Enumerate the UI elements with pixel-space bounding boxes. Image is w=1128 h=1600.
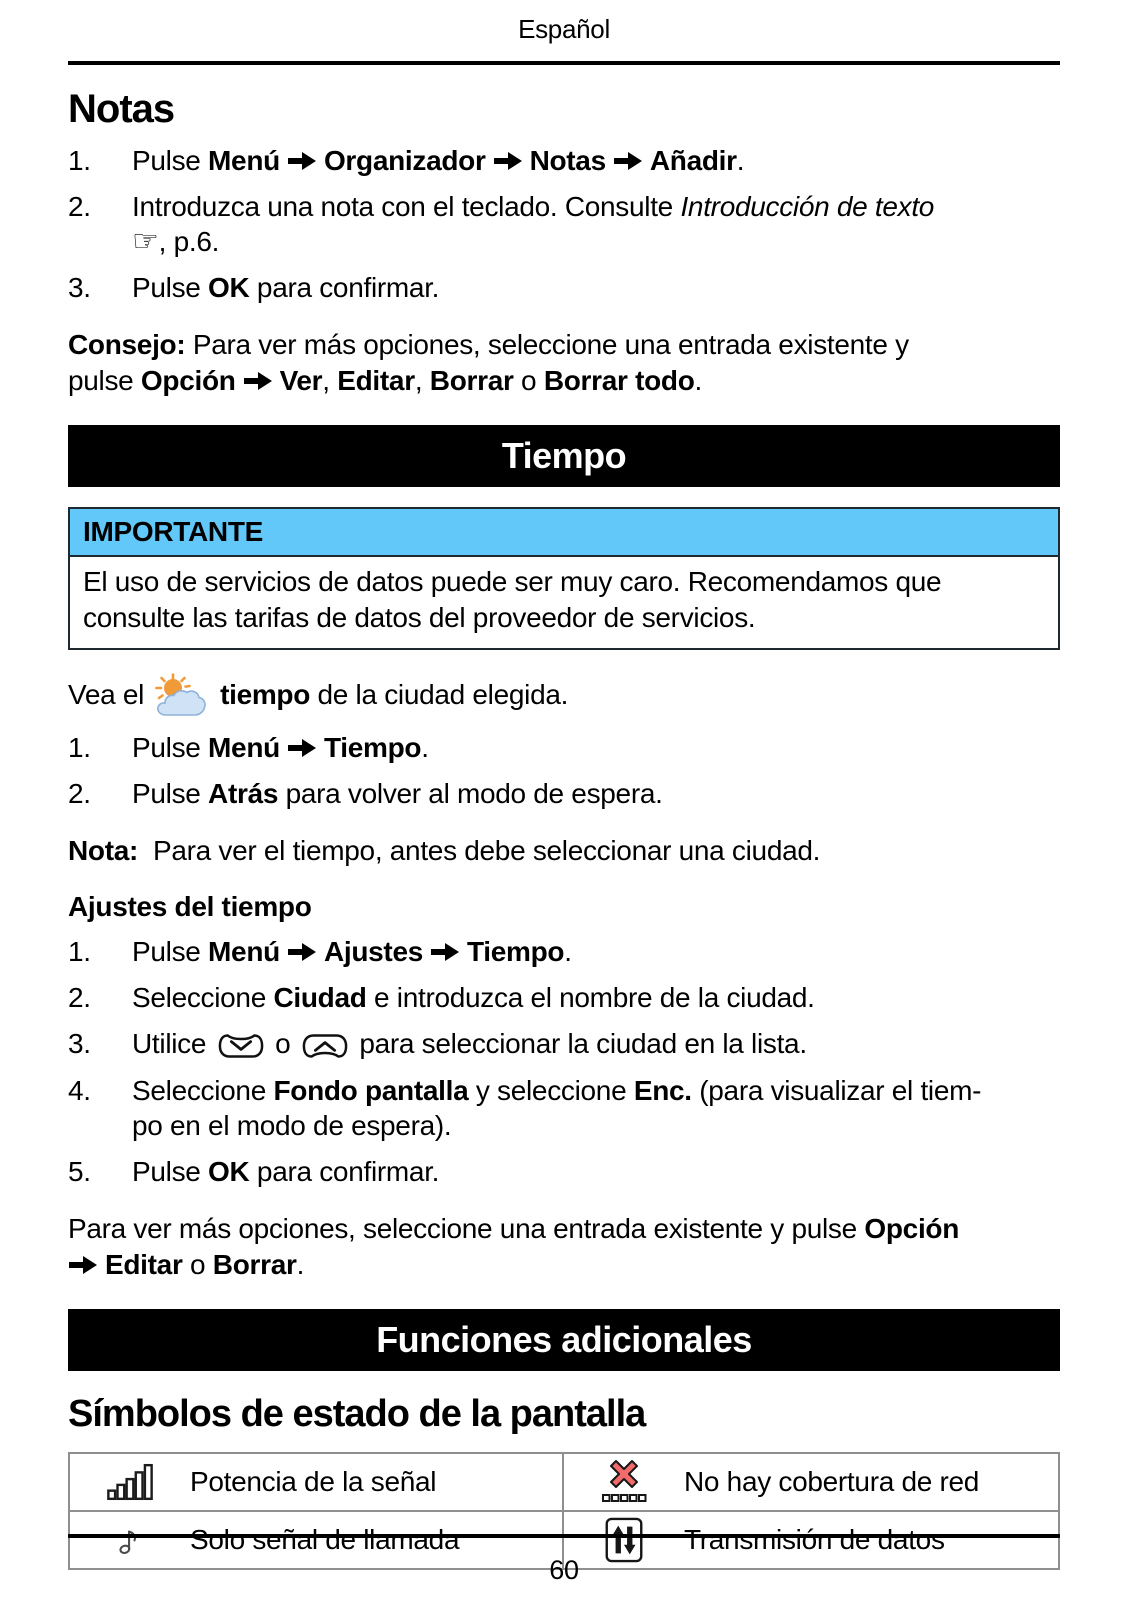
step-text bbox=[132, 1026, 1060, 1062]
step-text bbox=[132, 980, 1060, 1015]
tip-label: Consejo: bbox=[68, 329, 186, 360]
key-label: Atrás bbox=[208, 778, 279, 809]
step-text bbox=[132, 1073, 1060, 1143]
step-text-segment: Pulse bbox=[132, 936, 209, 967]
menu-label: Ciudad bbox=[273, 982, 367, 1013]
notas-step-3 bbox=[68, 270, 1060, 305]
no-network-icon bbox=[564, 1459, 684, 1505]
ajustes-step-4 bbox=[68, 1073, 1060, 1143]
note-label: Nota: bbox=[68, 835, 139, 866]
header-rule bbox=[68, 61, 1060, 65]
step-text-segment: Pulse bbox=[132, 145, 209, 176]
menu-arrow-icon bbox=[287, 150, 317, 172]
menu-arrow-icon bbox=[430, 941, 460, 963]
step-text-segment: o bbox=[267, 1028, 298, 1059]
step-text-segment: para confirmar. bbox=[249, 272, 440, 303]
tip-text-segment: , bbox=[414, 365, 430, 396]
step-text-segment: Utilice bbox=[132, 1028, 214, 1059]
para-text-segment: Para ver más opciones, seleccione una entrada existente y pulse bbox=[68, 1213, 865, 1244]
intro-text-segment: Vea el bbox=[68, 679, 145, 710]
ajustes-step-3 bbox=[68, 1026, 1060, 1062]
tip-text-segment: pulse bbox=[68, 365, 141, 396]
menu-label: Ajustes bbox=[323, 936, 423, 967]
step-number: 2. bbox=[68, 191, 91, 222]
step-text-segment: para seleccionar la ciudad en la lista. bbox=[351, 1028, 807, 1059]
menu-label: Editar bbox=[105, 1249, 183, 1280]
tip-text-segment: Para ver más opciones, seleccione una entrada existente y bbox=[185, 329, 909, 360]
nav-up-key-icon bbox=[302, 1030, 348, 1062]
note-text: Para ver el tiempo, antes debe seleccionar una ciudad. bbox=[138, 835, 821, 866]
weather-intro-line bbox=[68, 672, 1060, 719]
step-number: 2. bbox=[68, 982, 91, 1013]
step-text-segment: . bbox=[736, 145, 745, 176]
menu-arrow-icon bbox=[613, 150, 643, 172]
status-symbols-table bbox=[68, 1452, 1060, 1570]
reference-hand-icon: ☞ bbox=[132, 225, 159, 258]
step-text-segment: Pulse bbox=[132, 272, 209, 303]
menu-label: Editar bbox=[337, 365, 415, 396]
section-banner-funciones: Funciones adicionales bbox=[68, 1309, 1060, 1371]
step-text bbox=[132, 730, 1060, 765]
para-text-segment: o bbox=[182, 1249, 213, 1280]
table-cell-signal bbox=[70, 1454, 564, 1512]
page-number: 60 bbox=[549, 1555, 579, 1585]
ajustes-step-1 bbox=[68, 934, 1060, 969]
ajustes-step-5 bbox=[68, 1154, 1060, 1189]
menu-label: Tiempo bbox=[323, 732, 422, 763]
notas-step-1 bbox=[68, 143, 1060, 178]
intro-text-segment: de la ciudad elegida. bbox=[310, 679, 569, 710]
subsection-title-ajustes: Ajustes del tiempo bbox=[68, 891, 312, 922]
important-body-line: El uso de servicios de datos puede ser muy caro. Recomendamos que bbox=[83, 566, 942, 597]
menu-label: Opción bbox=[864, 1213, 960, 1244]
step-text-segment: Pulse bbox=[132, 778, 209, 809]
signal-strength-icon bbox=[70, 1461, 190, 1503]
menu-arrow-icon bbox=[287, 941, 317, 963]
step-text-segment: Pulse bbox=[132, 1156, 209, 1187]
step-text-segment: . bbox=[564, 936, 572, 967]
notas-step-2 bbox=[68, 189, 1060, 259]
menu-label: Menú bbox=[208, 936, 280, 967]
symbol-label: Potencia de la señal bbox=[190, 1466, 437, 1497]
symbol-label: No hay cobertura de red bbox=[684, 1466, 980, 1497]
key-label: OK bbox=[208, 272, 250, 303]
step-number: 2. bbox=[68, 778, 91, 809]
important-box bbox=[68, 507, 1060, 650]
step-number: 3. bbox=[68, 1028, 91, 1059]
menu-label: Tiempo bbox=[466, 936, 565, 967]
menu-arrow-icon bbox=[68, 1254, 98, 1276]
tip-text-segment: o bbox=[513, 365, 544, 396]
step-text-segment: Pulse bbox=[132, 732, 209, 763]
menu-label: Menú bbox=[208, 732, 280, 763]
para-text-segment: . bbox=[296, 1249, 305, 1280]
step-text-segment: Introduzca una nota con el teclado. Consulte bbox=[132, 191, 681, 222]
weather-icon bbox=[152, 673, 214, 719]
step-number: 5. bbox=[68, 1156, 91, 1187]
step-text-segment: e introduzca el nombre de la ciudad. bbox=[366, 982, 815, 1013]
menu-label: Fondo pantalla bbox=[273, 1075, 469, 1106]
important-body-line: consulte las tarifas de datos del proveedor de servicios. bbox=[83, 602, 756, 633]
step-text-segment: para volver al modo de espera. bbox=[278, 778, 663, 809]
menu-label: Notas bbox=[529, 145, 606, 176]
tip-text-segment: , bbox=[322, 365, 338, 396]
menu-label: Opción bbox=[140, 365, 236, 396]
ringtone-only-icon bbox=[70, 1524, 190, 1556]
nav-down-key-icon bbox=[218, 1030, 264, 1062]
key-label: OK bbox=[208, 1156, 250, 1187]
menu-label: Ver bbox=[279, 365, 323, 396]
menu-arrow-icon bbox=[493, 150, 523, 172]
tip-text-segment: . bbox=[694, 365, 702, 396]
step-text bbox=[132, 1154, 1060, 1189]
step-text bbox=[132, 189, 1060, 259]
step-text-segment: po en el modo de espera). bbox=[132, 1110, 452, 1141]
menu-label: Añadir bbox=[649, 145, 737, 176]
step-number: 1. bbox=[68, 145, 91, 176]
menu-label: Borrar bbox=[212, 1249, 297, 1280]
note-paragraph bbox=[68, 833, 1060, 869]
step-text-segment: Seleccione bbox=[132, 982, 274, 1013]
intro-bold-word: tiempo bbox=[220, 679, 311, 710]
step-text-segment: para confirmar. bbox=[249, 1156, 440, 1187]
language-header: Español bbox=[518, 14, 610, 44]
menu-label: Menú bbox=[208, 145, 280, 176]
symbol-label: Solo señal de llamada bbox=[190, 1524, 460, 1555]
ajustes-step-2 bbox=[68, 980, 1060, 1015]
important-box-body bbox=[70, 557, 1058, 648]
step-text-segment: . bbox=[421, 732, 429, 763]
step-text bbox=[132, 776, 1060, 811]
footer-rule bbox=[68, 1534, 1060, 1538]
menu-label: Organizador bbox=[323, 145, 486, 176]
step-number: 1. bbox=[68, 936, 91, 967]
tiempo-step-2 bbox=[68, 776, 1060, 811]
step-text bbox=[132, 143, 1060, 178]
symbol-label: Transmisión de datos bbox=[684, 1524, 945, 1555]
step-number: 4. bbox=[68, 1075, 91, 1106]
section-banner-tiempo: Tiempo bbox=[68, 425, 1060, 487]
tiempo-step-1 bbox=[68, 730, 1060, 765]
reference-title: Introducción de texto bbox=[680, 191, 935, 222]
important-box-title: IMPORTANTE bbox=[70, 509, 1058, 557]
menu-label: Borrar bbox=[429, 365, 514, 396]
step-text bbox=[132, 270, 1060, 305]
table-cell-no-network bbox=[564, 1454, 1058, 1512]
step-text-segment: (para visualizar el tiem- bbox=[691, 1075, 982, 1106]
step-text-segment: , p.6. bbox=[158, 226, 220, 257]
more-options-paragraph bbox=[68, 1211, 1060, 1283]
symbols-title: Símbolos de estado de la pantalla bbox=[68, 1393, 646, 1435]
step-text bbox=[132, 934, 1060, 969]
menu-label: Borrar todo bbox=[543, 365, 695, 396]
step-text-segment: y seleccione bbox=[468, 1075, 634, 1106]
menu-label: Enc. bbox=[633, 1075, 692, 1106]
step-text-segment: Seleccione bbox=[132, 1075, 274, 1106]
tip-paragraph bbox=[68, 327, 1060, 399]
step-number: 1. bbox=[68, 732, 91, 763]
section-title-notas: Notas bbox=[68, 87, 175, 131]
menu-arrow-icon bbox=[287, 737, 317, 759]
menu-arrow-icon bbox=[243, 370, 273, 392]
step-number: 3. bbox=[68, 272, 91, 303]
